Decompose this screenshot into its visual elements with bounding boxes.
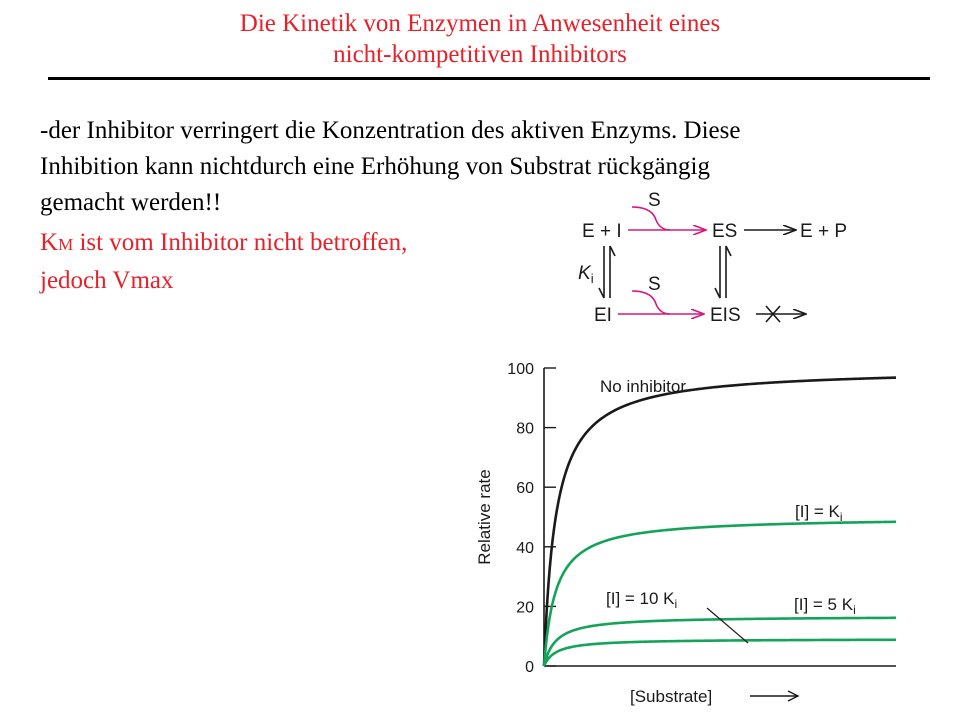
km-statement [40,225,520,299]
species-eis: EIS [710,305,741,326]
rate-curve-2 [544,618,896,666]
species-ei: EI [594,305,612,326]
ki-label: $K_i$ [578,263,594,286]
body-line-1: -der Inhibitor verringert die Konzentration des aktiven Enzyms. Diese [40,117,741,144]
km-letter: K [40,229,59,256]
substrate-label-top: S [648,190,661,211]
kinetics-chart [460,340,930,718]
series-label-2: [I] = 5 $K_i$ [794,595,856,617]
x-axis-label: [Substrate] [630,687,713,706]
km-line-1 [40,225,520,263]
species-e-plus-i: E + I [582,221,622,242]
km-line-2: jedoch Vmax [40,267,174,294]
reaction-scheme [560,180,880,330]
title-underline [48,77,930,80]
km-line-1-rest: ist vom Inhibitor nicht betroffen, [73,229,408,256]
slide-title [0,8,960,70]
series-label-1: $[I] = K_i$ [795,502,843,524]
y-tick-label: 0 [525,659,534,676]
y-tick-label: 40 [516,539,534,557]
body-line-3: gemacht werden!! [40,189,222,216]
rate-curve-3 [544,640,896,666]
series-label-0: No inhibitor [600,377,686,396]
km-subscript: M [58,235,74,254]
label-pointer-line [707,608,748,643]
series-label-3: [I] = 10 $K_i$ [606,589,678,611]
species-es: ES [712,221,738,242]
series-labels [600,377,856,617]
y-tick-label: 100 [507,361,534,378]
y-tick-label: 20 [516,599,534,617]
rate-curves [544,378,896,666]
equilibrium-arrows-left [599,246,615,298]
y-tick-label: 80 [516,420,534,438]
substrate-label-bottom: S [648,274,661,295]
equilibrium-arrows-right [715,246,731,298]
title-line-2: nicht-kompetitiven Inhibitors [333,41,627,68]
y-tick-label: 60 [516,480,534,498]
body-line-2: Inhibition kann nichtdurch eine Erhöhung von Substrat rückgängig [40,153,711,180]
y-axis-label: Relative rate [475,469,494,565]
species-e-plus-p: E + P [800,221,847,242]
title-line-1: Die Kinetik von Enzymen in Anwesenheit eines [239,10,721,37]
